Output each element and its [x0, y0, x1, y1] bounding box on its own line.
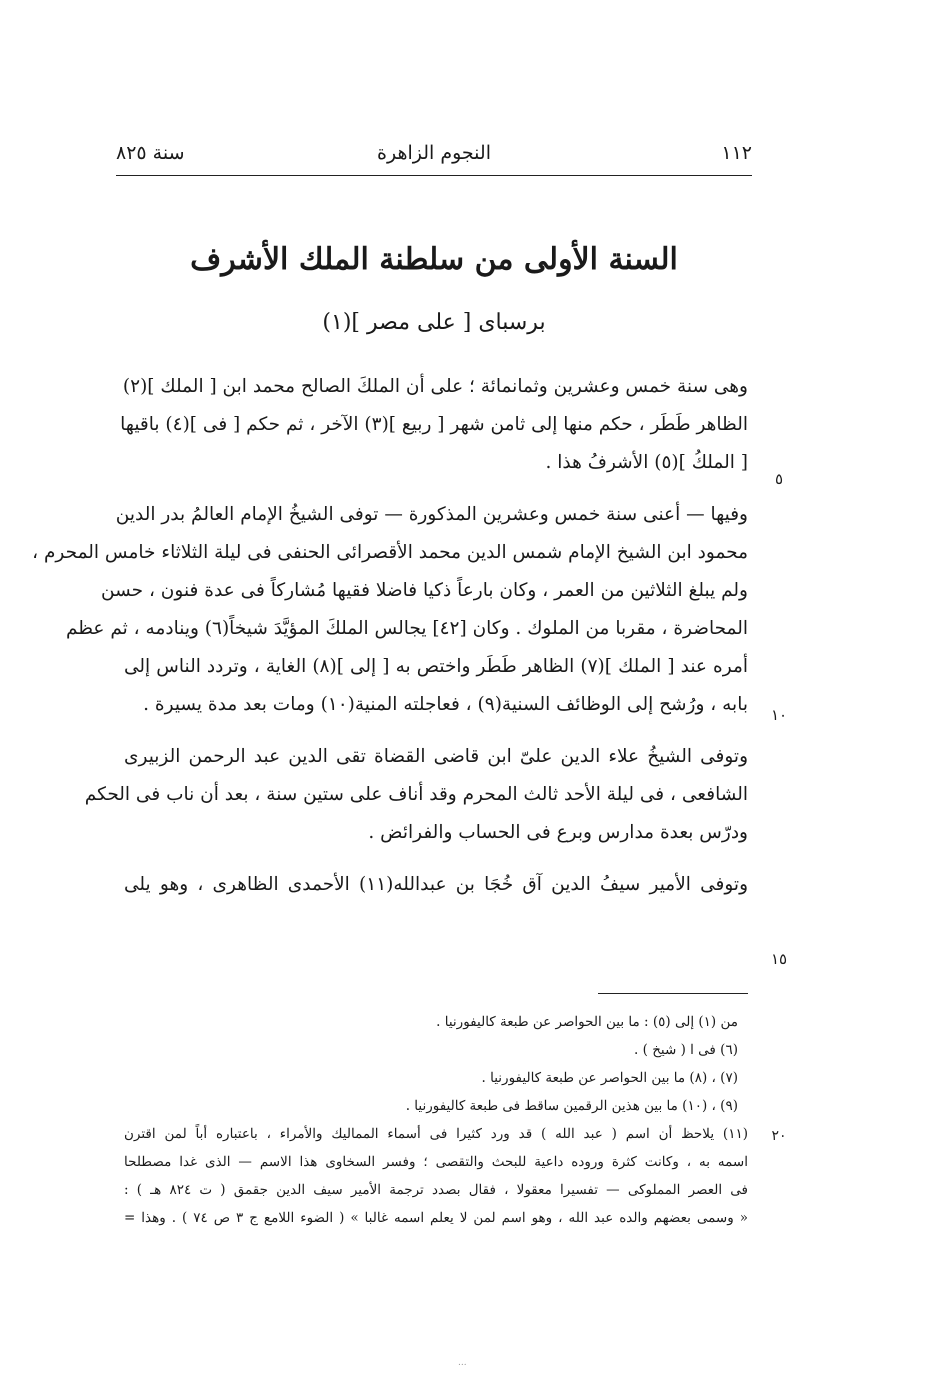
paragraph	[32, 496, 748, 724]
chapter-subtitle: برسباى [ على مصر ](١)	[322, 310, 546, 335]
footnotes	[124, 1008, 748, 1232]
running-title: النجوم الزاهرة	[377, 142, 491, 164]
footnote-line: (٦) فى ا ( شيخ ) .	[634, 1042, 738, 1058]
footnote-line: اسمه به ، وكانت كثرة وروده داعية للبحث والتقصى ؛ وفسر السخاوى هذا الاسم — الذى غدا مصطلحا	[124, 1154, 748, 1170]
footnote-line: (١١) يلاحظ أن اسم ( عبد الله ) قد ورد كثيرا فى أسماء المماليك والأمراء ، باعتباره أباً لمن اقترن	[124, 1126, 748, 1142]
footnote-line: (٧) ، (٨) ما بين الحواصر عن طبعة كاليفورنيا .	[481, 1070, 738, 1086]
text-line: الظاهر طَطَر ، حكم منها إلى ثامن شهر [ ربيع ](٣) الآخر ، ثم حكم [ فى ](٤) باقيها	[120, 414, 748, 435]
header-year: سنة ٨٢٥	[116, 142, 185, 164]
text-line: أمره عند [ الملك ](٧) الظاهر طَطَر واختص به [ إلى ](٨) الغاية ، وتردد الناس إلى	[124, 656, 748, 677]
text-line: وتوفى الشيخُ علاء الدين علىّ ابن قاضى القضاة تقى الدين عبد الرحمن الزبيرى	[124, 746, 748, 767]
margin-line-number: ٥	[774, 470, 784, 488]
footnote-line: من (١) إلى (٥) : ما بين الحواصر عن طبعة كاليفورنيا .	[436, 1014, 738, 1030]
text-line: وتوفى الأمير سيفُ الدين آق خُجَا بن عبدالله(١١) الأحمدى الظاهرى ، وهو يلى	[124, 874, 749, 895]
text-line: الشافعى ، فى ليلة الأحد ثالث المحرم وقد أناف على ستين سنة ، بعد أن ناب فى الحكم	[84, 784, 748, 805]
chapter-title: السنة الأولى من سلطنة الملك الأشرف	[190, 242, 678, 277]
text-line: وفيها — أعنى سنة خمس وعشرين المذكورة — توفى الشيخُ الإمام العالمُ بدر الدين	[115, 504, 748, 525]
paragraph	[124, 866, 748, 904]
text-line: بابه ، ورُشح إلى الوظائف السنية(٩) ، فعاجلته المنية(١٠) ومات بعد مدة يسيرة .	[143, 694, 748, 715]
body-text	[32, 368, 749, 904]
header-rule	[116, 175, 752, 176]
footnote-rule	[598, 993, 748, 994]
text-line: محمود ابن الشيخ الإمام شمس الدين محمد الأقصرائى الحنفى فى ليلة الثلاثاء خامس المحرم ،	[32, 542, 748, 563]
footnote-line: (٩) ، (١٠) ما بين هذين الرقمين ساقط فى طبعة كاليفورنيا .	[405, 1098, 738, 1114]
text-line: ولم يبلغ الثلاثين من العمر ، وكان بارعاً ذكيا فاضلا فقيها مُشاركاً فى عدة فنون ، حسن	[101, 580, 748, 601]
margin-line-number: ١٠	[770, 706, 788, 724]
running-header	[116, 138, 752, 174]
footnote-line: « وسمى بعضهم والده عبد الله ، وهو اسم لمن لا يعلم اسمه غالبا » ( الضوء اللامع ج ٣ ص ٧٤ ) . وهذا =	[124, 1210, 748, 1226]
paragraph	[120, 368, 748, 482]
text-line: وهى سنة خمس وعشرين وثمانمائة ؛ على أن الملكَ الصالح محمد ابن [ الملك ](٢)	[122, 376, 748, 397]
text-line: المحاضرة ، مقربا من الملوك . وكان [٤٢] يجالس الملكَ المؤيَّدَ شيخاً(٦) وينادمه ، ثم عظم	[65, 618, 748, 639]
text-line: ودرّس بعدة مدارس وبرع فى الحساب والفرائض .	[368, 822, 748, 843]
margin-line-number: ١٥	[770, 950, 788, 968]
print-speck: ...	[458, 1358, 467, 1368]
footnote-margin-number: ٢٠	[771, 1128, 787, 1144]
text-line: [ الملكُ ](٥) الأشرفُ هذا .	[545, 452, 748, 473]
page-number: ١١٢	[721, 142, 752, 164]
footnote-line: فى العصر المملوكى — تفسيرا معقولا ، فقال بصدد ترجمة الأمير سيف الدين جقمق ( ت ٨٢٤ هـ ) :	[124, 1182, 749, 1198]
paragraph	[84, 738, 748, 852]
